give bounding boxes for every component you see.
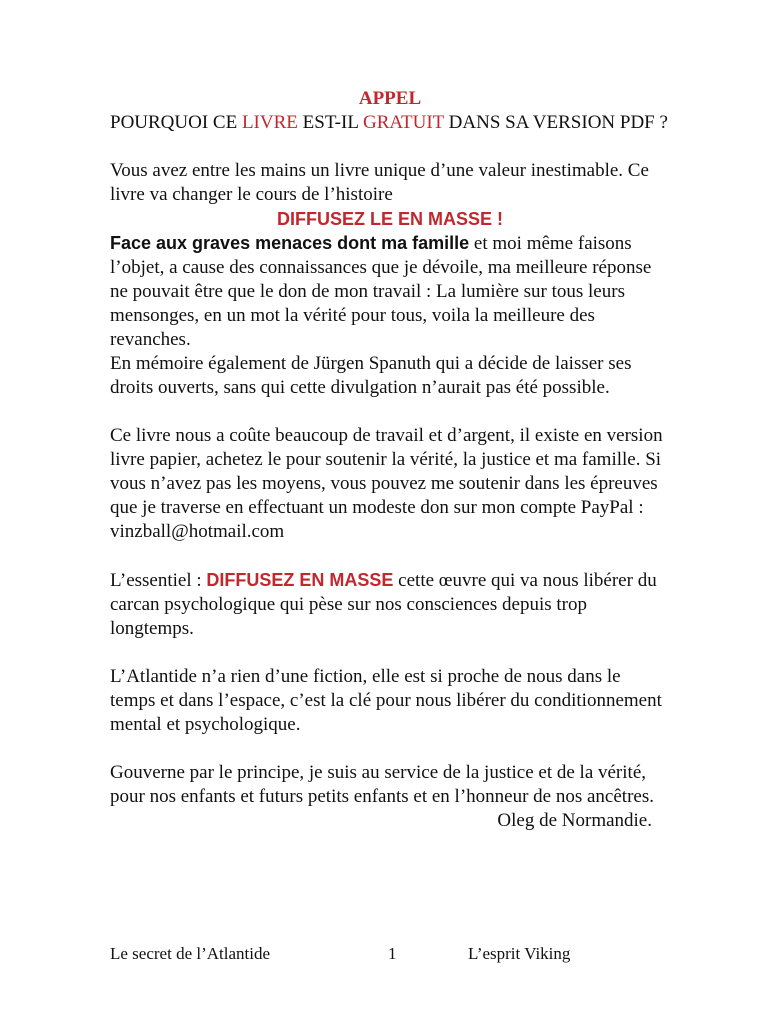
paragraph-3: En mémoire également de Jürgen Spanuth qui a décide de laisser ses droits ouverts, sans qui cette divulgation n’aurait pas été possible.	[110, 353, 632, 398]
paragraph-6: L’Atlantide n’a rien d’une fiction, elle est si proche de nous dans le temps et dans l’espace, c’est la clé pour nous libérer du conditionnement mental et psychologique.	[110, 666, 662, 735]
appel-heading: APPEL	[358, 88, 422, 109]
paragraph-5	[110, 568, 670, 641]
spacer	[110, 641, 670, 665]
page-number: 1	[388, 944, 397, 963]
page-heading	[110, 87, 670, 111]
paragraph-5-lead: L’essentiel :	[110, 570, 207, 591]
question-livre: LIVRE	[241, 112, 298, 133]
paragraph-7: Gouverne par le principe, je suis au service de la justice et de la vérité, pour nos enfants et futurs petits enfants et en l’honneur de nos ancêtres.	[110, 762, 654, 807]
footer-right: L’esprit Viking	[468, 944, 571, 963]
paragraph-2-bold-lead: Face aux graves menaces dont ma famille	[110, 233, 470, 253]
question-line	[110, 111, 670, 135]
spacer	[110, 544, 670, 568]
footer-left: Le secret de l’Atlantide	[110, 944, 271, 963]
paragraph-5-highlight: DIFFUSEZ EN MASSE	[206, 570, 394, 590]
paragraph-2-rest: et moi même faisons l’objet, a cause des connaissances que je dévoile, ma meilleure réponse ne pouvait être que le don de mon travail : La lumière sur tous leurs mensonges, en un mot la vérité pour tous, voila la meilleure des revanches.	[110, 233, 652, 350]
spacer	[110, 400, 670, 424]
question-part1: POURQUOI CE	[110, 112, 242, 133]
paragraph-4: Ce livre nous a coûte beaucoup de travail et d’argent, il existe en version livre papier, achetez le pour soutenir la vérité, la justice et ma famille. Si vous n’avez pas les moyens, vous pouvez me soutenir dans les épreuves que je traverse en effectuant un modeste don sur mon compte PayPal : vinzball@hotmail.com	[110, 425, 663, 542]
diffusez-heading: DIFFUSEZ LE EN MASSE !	[276, 209, 503, 229]
document-body	[110, 87, 670, 833]
spacer	[110, 737, 670, 761]
paragraph-5-rest: cette œuvre qui va nous libérer du carcan psychologique qui pèse sur nos consciences depuis trop longtemps.	[110, 570, 657, 639]
question-gratuit: GRATUIT	[362, 112, 444, 133]
paragraph-2	[110, 231, 670, 352]
spacer	[110, 135, 670, 159]
question-part3: DANS SA VERSION PDF ?	[443, 112, 668, 133]
signature: Oleg de Normandie.	[497, 810, 652, 831]
paragraph-1: Vous avez entre les mains un livre unique d’une valeur inestimable. Ce livre va changer le cours de l’histoire	[110, 160, 649, 205]
question-part2: EST-IL	[297, 112, 363, 133]
